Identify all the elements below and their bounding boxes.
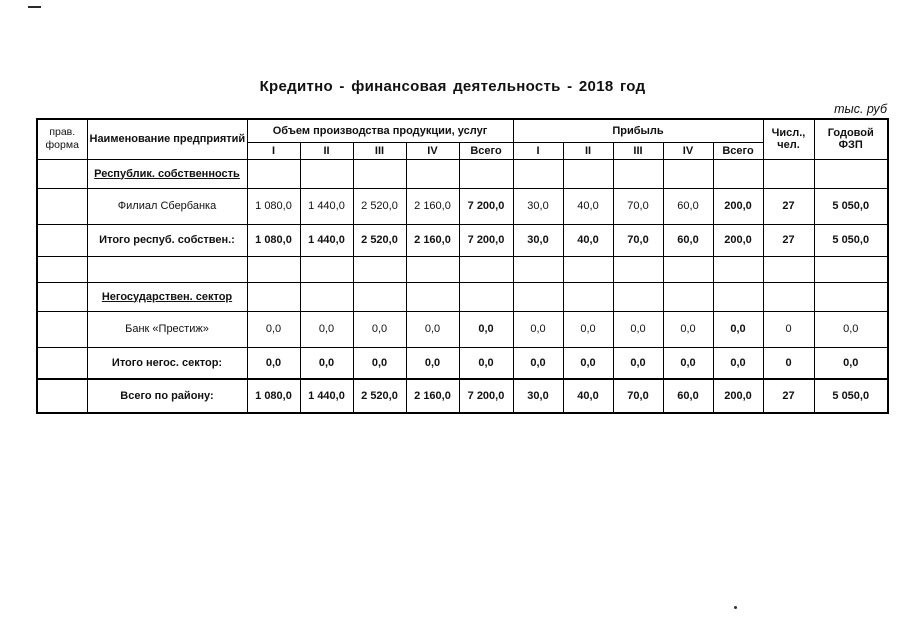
table-row-empty [37, 256, 888, 282]
cell-volume-q2: 1 440,0 [300, 224, 353, 256]
cell-volume-q1 [247, 159, 300, 188]
cell-volume-q4: 2 160,0 [406, 224, 459, 256]
cell-profit-q3: 70,0 [613, 379, 663, 413]
cell-volume-total: 7 200,0 [459, 379, 513, 413]
cell-volume-total: 7 200,0 [459, 188, 513, 224]
cell-headcount: 0 [763, 311, 814, 347]
scan-artifact-tick [28, 6, 41, 8]
cell-fzp: 5 050,0 [814, 379, 888, 413]
cell-volume-q2: 0,0 [300, 311, 353, 347]
cell-volume-total [459, 256, 513, 282]
cell-volume-q1: 1 080,0 [247, 379, 300, 413]
cell-profit-q2: 0,0 [563, 311, 613, 347]
cell-volume-q4 [406, 159, 459, 188]
cell-volume-q4 [406, 256, 459, 282]
header-profit-group: Прибыль [513, 119, 763, 142]
cell-legal-form [37, 311, 87, 347]
cell-profit-total [713, 159, 763, 188]
cell-profit-q4: 60,0 [663, 224, 713, 256]
cell-fzp: 0,0 [814, 347, 888, 379]
cell-volume-q3: 0,0 [353, 347, 406, 379]
cell-enterprise-name: Банк «Престиж» [87, 311, 247, 347]
cell-legal-form [37, 159, 87, 188]
cell-profit-total: 0,0 [713, 311, 763, 347]
report-table [36, 118, 889, 414]
header-volume-group: Объем производства продукции, услуг [247, 119, 513, 142]
cell-profit-q1: 30,0 [513, 224, 563, 256]
cell-profit-q3: 0,0 [613, 347, 663, 379]
cell-profit-q1: 0,0 [513, 311, 563, 347]
cell-profit-q1: 30,0 [513, 379, 563, 413]
cell-profit-q3 [613, 282, 663, 311]
cell-profit-total: 0,0 [713, 347, 763, 379]
cell-profit-q2: 0,0 [563, 347, 613, 379]
cell-headcount: 27 [763, 379, 814, 413]
cell-volume-q1 [247, 256, 300, 282]
cell-volume-q4: 2 160,0 [406, 188, 459, 224]
cell-fzp [814, 256, 888, 282]
cell-volume-total: 7 200,0 [459, 224, 513, 256]
header-volume-q1: I [247, 142, 300, 159]
cell-profit-q2: 40,0 [563, 224, 613, 256]
cell-profit-q2 [563, 282, 613, 311]
table-row-section [37, 159, 888, 188]
cell-volume-q1: 0,0 [247, 347, 300, 379]
cell-profit-q1 [513, 256, 563, 282]
table-row-section [37, 282, 888, 311]
cell-fzp [814, 282, 888, 311]
cell-legal-form [37, 282, 87, 311]
cell-headcount [763, 282, 814, 311]
cell-profit-q4 [663, 282, 713, 311]
header-volume-q4: IV [406, 142, 459, 159]
cell-profit-total: 200,0 [713, 224, 763, 256]
cell-enterprise-name: Республик. собственность [87, 159, 247, 188]
cell-volume-q1: 0,0 [247, 311, 300, 347]
header-headcount [763, 119, 814, 159]
cell-volume-q4: 0,0 [406, 311, 459, 347]
cell-legal-form [37, 188, 87, 224]
cell-profit-q4: 60,0 [663, 188, 713, 224]
cell-headcount [763, 159, 814, 188]
cell-volume-q4 [406, 282, 459, 311]
cell-fzp: 5 050,0 [814, 224, 888, 256]
cell-volume-q1 [247, 282, 300, 311]
cell-profit-q2 [563, 256, 613, 282]
cell-legal-form [37, 256, 87, 282]
units-note: тыс. руб [834, 102, 887, 116]
cell-headcount: 0 [763, 347, 814, 379]
cell-volume-q1: 1 080,0 [247, 188, 300, 224]
cell-profit-q2: 40,0 [563, 379, 613, 413]
cell-volume-total: 0,0 [459, 347, 513, 379]
cell-profit-total: 200,0 [713, 188, 763, 224]
cell-legal-form [37, 347, 87, 379]
header-fzp-line1: Годовой [827, 127, 874, 140]
document-title: Кредитно - финансовая деятельность - 2018 год [259, 78, 646, 95]
cell-profit-q1 [513, 159, 563, 188]
cell-profit-q4: 0,0 [663, 347, 713, 379]
cell-volume-q2: 1 440,0 [300, 188, 353, 224]
cell-profit-q1: 0,0 [513, 347, 563, 379]
cell-volume-q3: 2 520,0 [353, 188, 406, 224]
table-row-data [37, 311, 888, 347]
header-profit-q1: I [513, 142, 563, 159]
table-row-total [37, 224, 888, 256]
cell-enterprise-name: Филиал Сбербанка [87, 188, 247, 224]
header-profit-q3: III [613, 142, 663, 159]
cell-enterprise-name: Всего по району: [87, 379, 247, 413]
cell-volume-q3: 2 520,0 [353, 224, 406, 256]
cell-headcount [763, 256, 814, 282]
header-enterprise-name: Наименование предприятий [87, 119, 247, 159]
cell-profit-q3 [613, 256, 663, 282]
header-fzp-line2: ФЗП [838, 139, 863, 152]
header-headcount-line2: чел. [777, 139, 800, 152]
cell-profit-q4: 60,0 [663, 379, 713, 413]
cell-profit-q3: 70,0 [613, 188, 663, 224]
header-profit-q2: II [563, 142, 613, 159]
header-profit-total: Всего [713, 142, 763, 159]
cell-volume-q3: 0,0 [353, 311, 406, 347]
header-fzp [814, 119, 888, 159]
cell-volume-q4: 2 160,0 [406, 379, 459, 413]
table-body [37, 159, 888, 413]
cell-headcount: 27 [763, 188, 814, 224]
cell-volume-q2 [300, 282, 353, 311]
table-header [37, 119, 888, 159]
cell-volume-q2: 0,0 [300, 347, 353, 379]
cell-profit-q4 [663, 159, 713, 188]
cell-volume-total [459, 159, 513, 188]
scan-artifact-dot [734, 606, 737, 609]
cell-enterprise-name: Негосударствен. сектор [87, 282, 247, 311]
cell-profit-q3: 70,0 [613, 224, 663, 256]
cell-profit-q2: 40,0 [563, 188, 613, 224]
cell-volume-total [459, 282, 513, 311]
header-volume-total: Всего [459, 142, 513, 159]
cell-volume-q2: 1 440,0 [300, 379, 353, 413]
header-legal-form-line2: форма [45, 139, 79, 152]
cell-volume-q3 [353, 159, 406, 188]
table-row-total [37, 347, 888, 379]
cell-enterprise-name [87, 256, 247, 282]
cell-headcount: 27 [763, 224, 814, 256]
cell-fzp: 5 050,0 [814, 188, 888, 224]
cell-legal-form [37, 224, 87, 256]
header-volume-q3: III [353, 142, 406, 159]
cell-profit-q4 [663, 256, 713, 282]
cell-profit-total [713, 256, 763, 282]
cell-volume-q4: 0,0 [406, 347, 459, 379]
cell-enterprise-name: Итого респуб. собствен.: [87, 224, 247, 256]
table-row-data [37, 188, 888, 224]
cell-profit-q3 [613, 159, 663, 188]
header-legal-form-line1: прав. [49, 125, 76, 138]
header-profit-q4: IV [663, 142, 713, 159]
cell-volume-q3 [353, 282, 406, 311]
cell-profit-q1: 30,0 [513, 188, 563, 224]
cell-legal-form [37, 379, 87, 413]
header-volume-q2: II [300, 142, 353, 159]
cell-volume-q1: 1 080,0 [247, 224, 300, 256]
cell-volume-q3 [353, 256, 406, 282]
header-row-groups [37, 119, 888, 142]
cell-volume-q2 [300, 159, 353, 188]
cell-volume-q2 [300, 256, 353, 282]
cell-enterprise-name: Итого негос. сектор: [87, 347, 247, 379]
cell-profit-q2 [563, 159, 613, 188]
cell-profit-q4: 0,0 [663, 311, 713, 347]
header-headcount-line1: Числ., [771, 127, 806, 140]
cell-profit-q3: 0,0 [613, 311, 663, 347]
cell-volume-q3: 2 520,0 [353, 379, 406, 413]
cell-fzp [814, 159, 888, 188]
cell-profit-total: 200,0 [713, 379, 763, 413]
cell-profit-q1 [513, 282, 563, 311]
cell-volume-total: 0,0 [459, 311, 513, 347]
table-row-grand [37, 379, 888, 413]
cell-profit-total [713, 282, 763, 311]
cell-fzp: 0,0 [814, 311, 888, 347]
header-legal-form [37, 119, 87, 159]
